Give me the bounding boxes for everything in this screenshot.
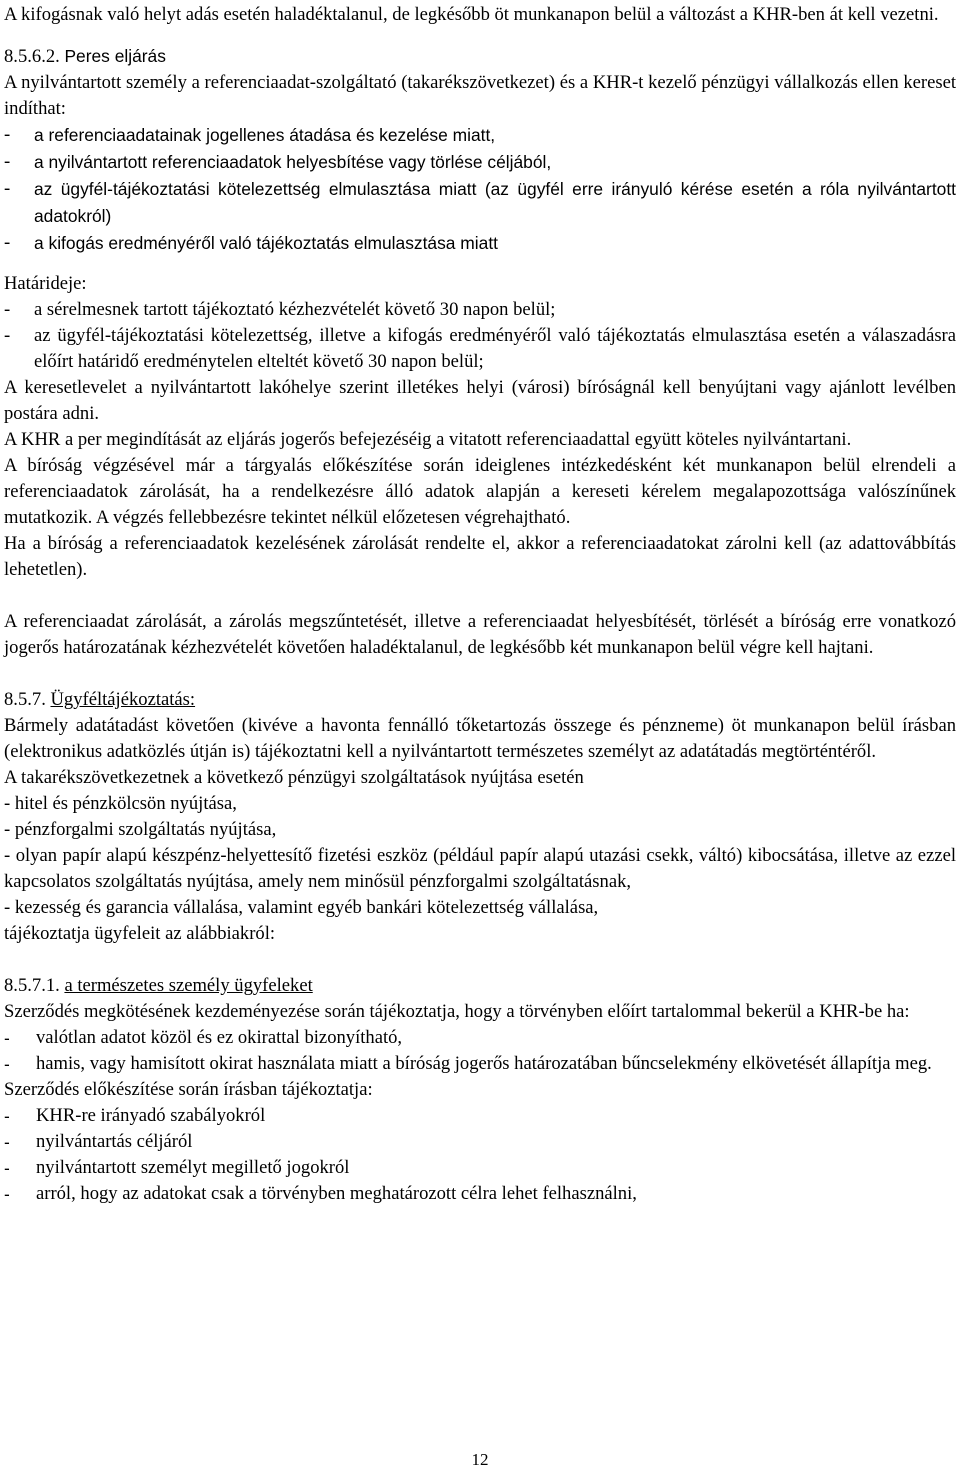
- paragraph-referenciaadat-zarolas: A referenciaadat zárolását, a zárolás megszűntetését, illetve a referenciaadat helyesbítését, törlését a bíróság erre vonatkozó jogerős határozatának kézhezvételét követően haladéktalanul, de legkésőbb két munkanapon belül végre kell hajtani.: [4, 611, 956, 658]
- section-heading-8-5-6-2: [4, 43, 956, 70]
- paragraph-kereset-intro: A nyilvántartott személy a referenciaadat-szolgáltató (takarékszövetkezet) és a KHR-t kezelő pénzügyi vállalkozás ellen kereset indíthat:: [4, 72, 956, 119]
- list-szolgaltatasok: [4, 791, 956, 921]
- section-number: 8.5.7.1.: [4, 975, 60, 996]
- paragraph-birosag-vegzes: A bíróság végzésével már a tárgyalás előkészítése során ideiglenes intézkedésként két munkanapon belül elrendeli a referenciaadatok zárolását, ha a rendelkezésre álló adatok alapján a kereseti kérelem megalapozottsága valószínűnek mutatkozik. A végzés fellebbezésre tekintet nélkül előzetesen végrehajtható.: [4, 455, 956, 528]
- list-khr-bekerules: [4, 1025, 956, 1077]
- paragraph-keresetlevel: A keresetlevelet a nyilvántartott lakóhelye szerint illetékes helyi (városi) bíróságnál kell benyújtani vagy ajánlott levélben postára adni.: [4, 377, 956, 424]
- section-heading-8-5-7: [4, 687, 956, 713]
- list-item: - hitel és pénzkölcsön nyújtása,: [4, 793, 237, 814]
- section-title: Ügyféltájékoztatás:: [50, 689, 196, 710]
- list-item: - a nyilvántartott referenciaadatok helyesbítése vagy törlése céljából,: [4, 151, 552, 172]
- list-kereset: [4, 122, 956, 257]
- list-item: - pénzforgalmi szolgáltatás nyújtása,: [4, 819, 277, 840]
- paragraph-kifogas: A kifogásnak való helyt adás esetén haladéktalanul, de legkésőbb öt munkanapon belül a változást a KHR-ben át kell vezetni.: [4, 4, 939, 25]
- list-item: - valótlan adatot közöl és ez okirattal bizonyítható,: [4, 1027, 403, 1048]
- list-item: - a referenciaadatainak jogellenes átadása és kezelése miatt,: [4, 124, 496, 145]
- list-hatarido: [4, 297, 956, 375]
- list-item: - kezesség és garancia vállalása, valamint egyéb bankári kötelezettség vállalása,: [4, 897, 599, 918]
- list-item: - a sérelmesnek tartott tájékoztató kézhezvételét követő 30 napon belül;: [4, 299, 556, 320]
- paragraph-zarolas: Ha a bíróság a referenciaadatok kezelésének zárolását rendelte el, akkor a referenciaadatokat zárolni kell (az adattovábbítás lehetetlen).: [4, 533, 956, 580]
- paragraph-barmely-adatatadas: Bármely adatátadást követően (kivéve a havonta fennálló tőketartozás összege és pénzneme) öt munkanapon belül írásban (elektronikus adatközlés útján is) tájékoztatni kell a nyilvántartott természetes személyt az adatátadás megtörténtéről.: [4, 715, 956, 762]
- list-item: - olyan papír alapú készpénz-helyettesítő fizetési eszköz (például papír alapú utazási csekk, váltó) kibocsátása, illetve az ezzel kapcsolatos szolgáltatás nyújtása, amely nem minősül pénzforgalmi szolgáltatásnak,: [4, 845, 956, 892]
- section-title: Peres eljárás: [64, 46, 166, 66]
- section-number: 8.5.7.: [4, 689, 46, 710]
- list-item: - arról, hogy az adatokat csak a törvényben meghatározott célra lehet felhasználni,: [4, 1183, 637, 1204]
- section-heading-8-5-7-1: [4, 973, 956, 999]
- list-item: - nyilvántartott személyt megillető jogokról: [4, 1157, 350, 1178]
- paragraph-szerzodes-elokeszites: Szerződés előkészítése során írásban tájékoztatja:: [4, 1079, 373, 1100]
- paragraph-szerzodes-megkotes: Szerződés megkötésének kezdeményezése során tájékoztatja, hogy a törvényben előírt tartalommal bekerül a KHR-be ha:: [4, 1001, 910, 1022]
- list-item: - KHR-re irányadó szabályokról: [4, 1105, 266, 1126]
- paragraph-khr-per: A KHR a per megindítását az eljárás jogerős befejezéséig a vitatott referenciaadattal együtt köteles nyilvántartani.: [4, 429, 852, 450]
- page-number: 12: [471, 1450, 489, 1469]
- section-number: 8.5.6.2.: [4, 46, 60, 67]
- document-page: [4, 2, 956, 1207]
- list-item: - az ügyfél-tájékoztatási kötelezettség elmulasztása miatt (az ügyfél erre irányuló kérése esetén a róla nyilvántartott adatokról): [4, 178, 956, 226]
- list-item: - az ügyfél-tájékoztatási kötelezettség, illetve a kifogás eredményéről való tájékoztatás elmulasztása esetén a válaszadásra előírt határidő eredménytelen elteltét követő 30 napon belül;: [4, 325, 956, 372]
- section-title: a természetes személy ügyfeleket: [64, 975, 313, 996]
- list-item: - nyilvántartás céljáról: [4, 1131, 193, 1152]
- list-tajekoztatas: [4, 1103, 956, 1207]
- paragraph-takarekszovetkezet: A takarékszövetkezetnek a következő pénzügyi szolgáltatások nyújtása esetén: [4, 767, 584, 788]
- list-item: - hamis, vagy hamisított okirat használata miatt a bíróság jogerős határozatában bűncselekmény elkövetését állapítja meg.: [4, 1053, 932, 1074]
- deadline-label: Határideje:: [4, 273, 87, 294]
- paragraph-tajekoztatja: tájékoztatja ügyfeleit az alábbiakról:: [4, 923, 276, 944]
- list-item: - a kifogás eredményéről való tájékoztatás elmulasztása miatt: [4, 232, 498, 253]
